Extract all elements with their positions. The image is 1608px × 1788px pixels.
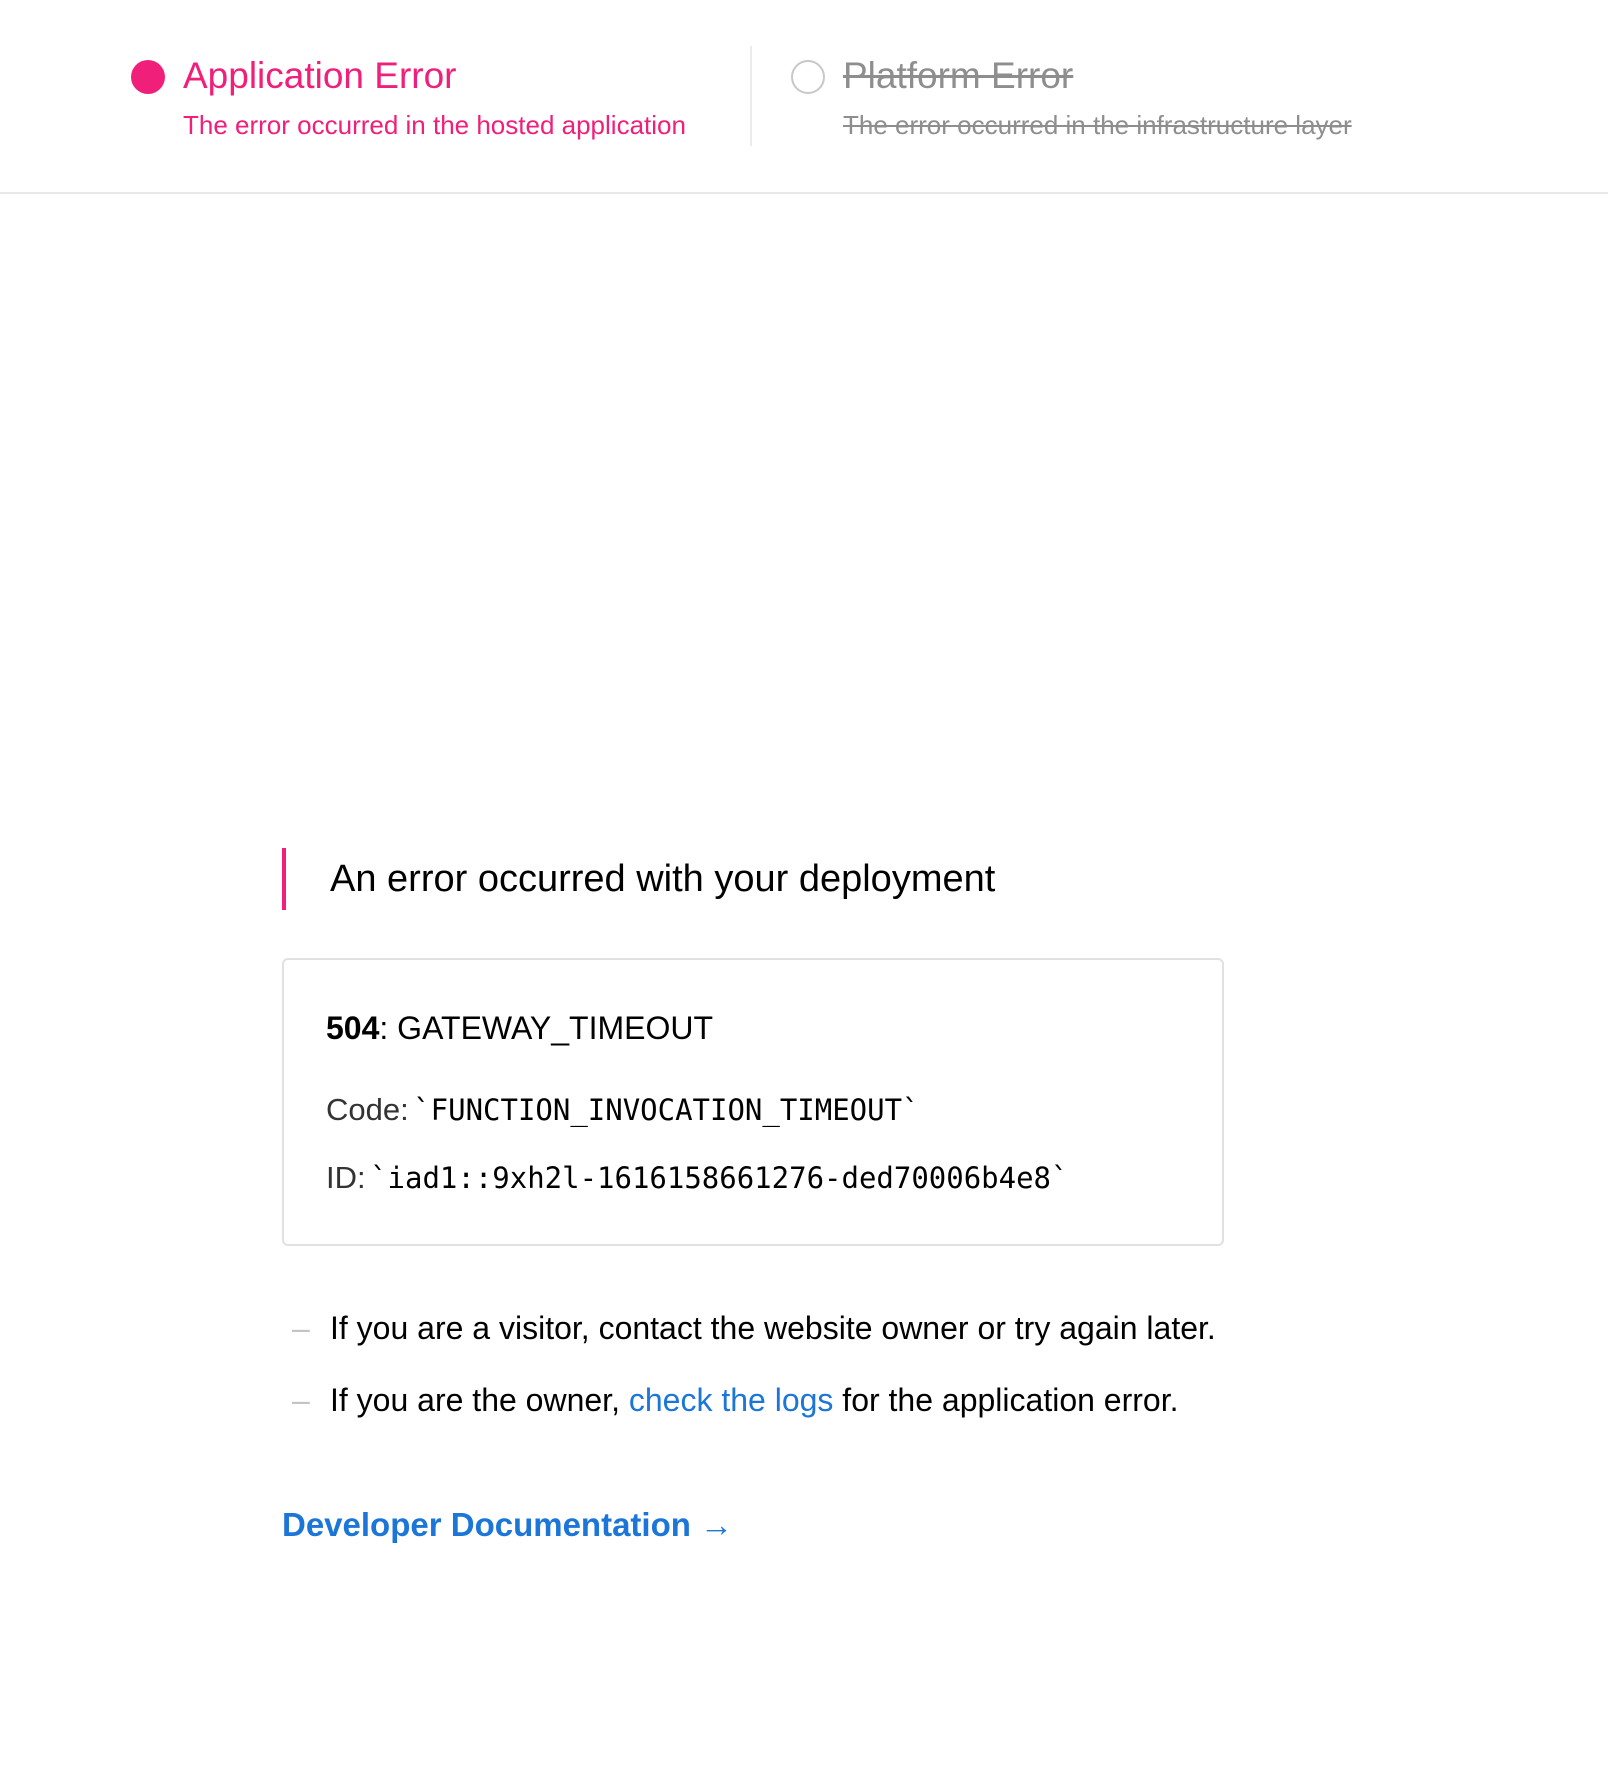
- error-details-box: [282, 958, 1224, 1246]
- application-error-subtitle: The error occurred in the hosted application: [183, 110, 686, 140]
- visitor-tip-text: If you are a visitor, contact the website owner or try again later.: [330, 1310, 1216, 1346]
- platform-error-subtitle: The error occurred in the infrastructure layer: [843, 110, 1352, 140]
- application-error-title: Application Error: [183, 55, 457, 96]
- error-status-text: GATEWAY_TIMEOUT: [397, 1010, 714, 1046]
- error-status-separator: :: [379, 1010, 389, 1046]
- heading-accent-bar: [282, 848, 286, 910]
- heading-wrap: [282, 848, 1222, 910]
- error-id-label: ID:: [326, 1160, 366, 1195]
- error-id-value: `iad1::9xh2l-1616158661276-ded70006b4e8`: [370, 1161, 1069, 1195]
- error-code-value: `FUNCTION_INVOCATION_TIMEOUT`: [413, 1093, 920, 1127]
- header-divider: [750, 46, 752, 146]
- error-code-line: [326, 1090, 920, 1130]
- owner-tip-suffix: for the application error.: [842, 1382, 1179, 1418]
- owner-tip-text: [330, 1380, 1178, 1420]
- inactive-status-dot-icon: [791, 60, 825, 94]
- error-main: [282, 848, 1222, 1543]
- error-type-header: [0, 0, 1608, 194]
- error-status-line: [326, 1008, 713, 1048]
- error-status-code: 504: [326, 1010, 380, 1046]
- dash-bullet-icon: –: [292, 1382, 310, 1418]
- owner-tip-prefix: If you are the owner,: [330, 1382, 620, 1418]
- check-logs-link[interactable]: check the logs: [628, 1382, 834, 1418]
- developer-documentation-link[interactable]: Developer Documentation →: [282, 1506, 734, 1543]
- error-code-label: Code:: [326, 1092, 409, 1127]
- active-status-dot-icon: [131, 60, 165, 94]
- dash-bullet-icon: –: [292, 1310, 310, 1346]
- error-id-line: [326, 1158, 1068, 1198]
- platform-error-title: Platform Error: [843, 55, 1074, 96]
- page-title: An error occurred with your deployment: [330, 858, 996, 900]
